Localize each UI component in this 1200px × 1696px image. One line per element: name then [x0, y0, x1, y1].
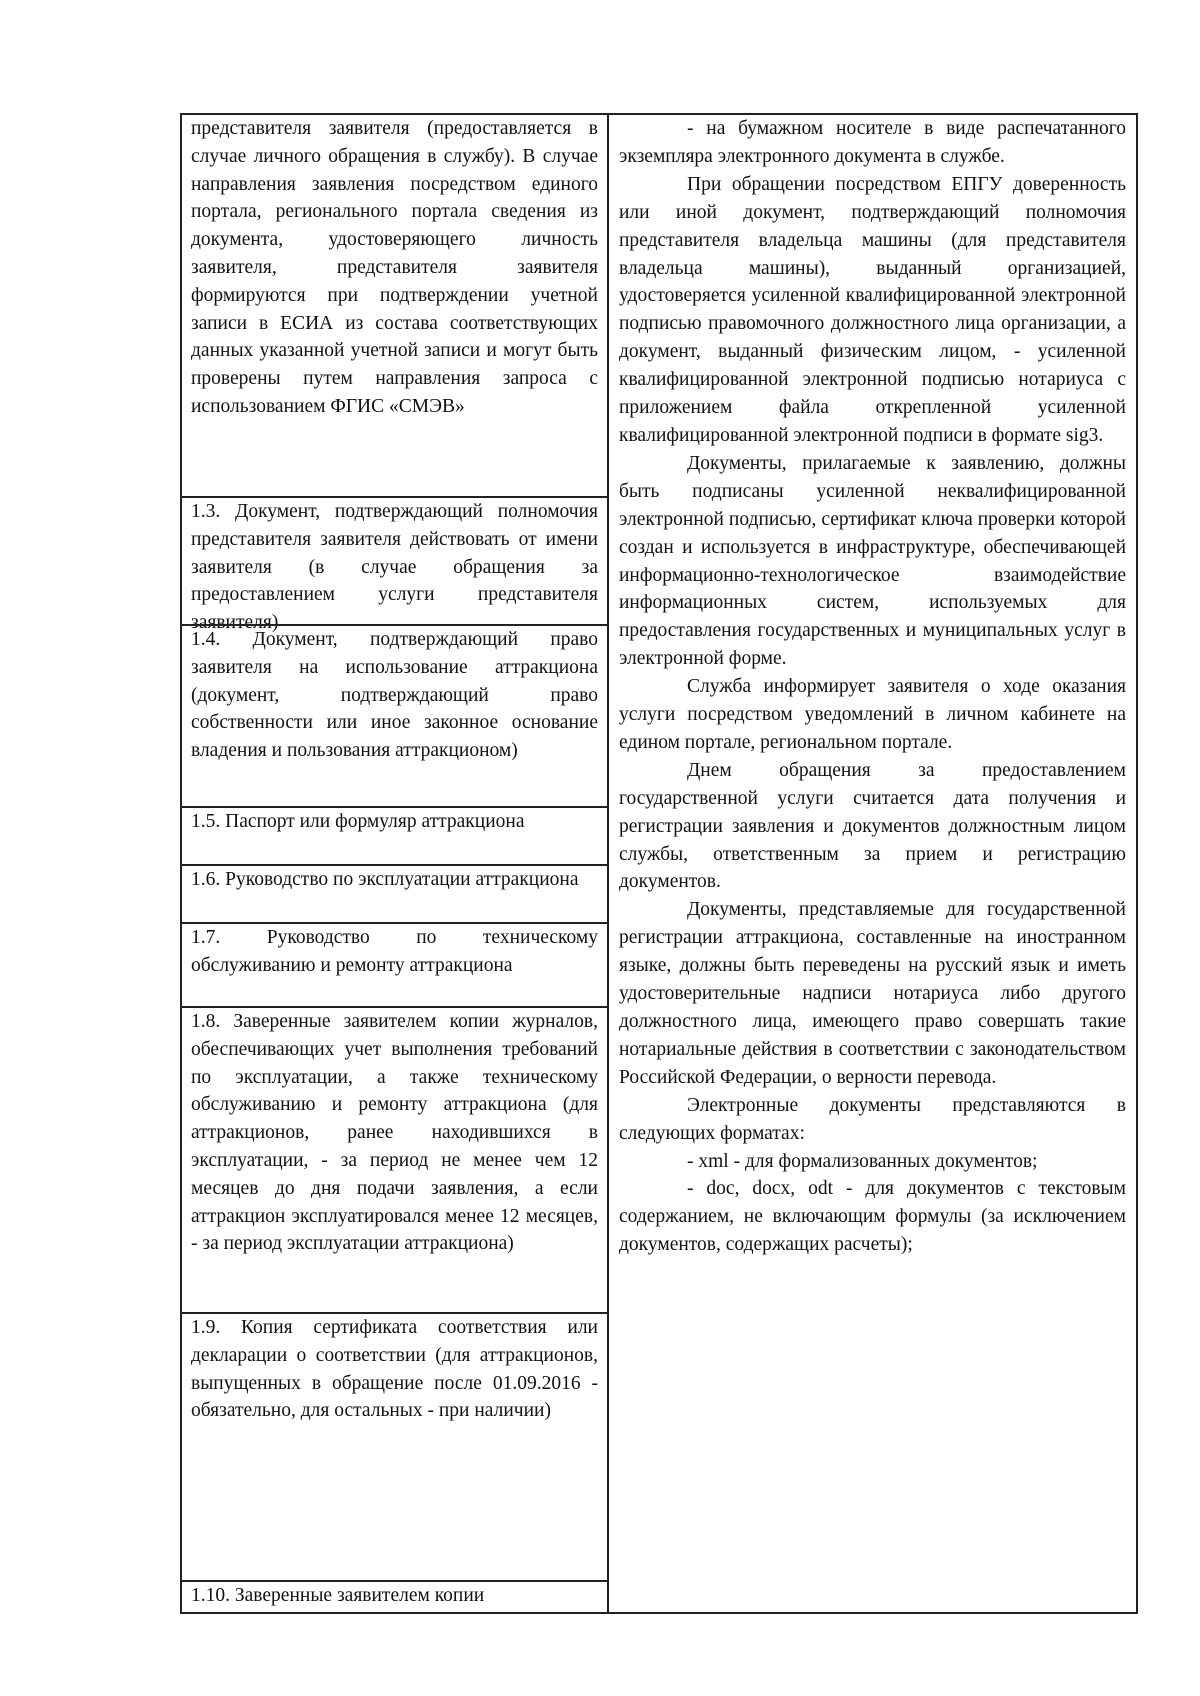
table-cell-1-9: 1.9. Копия сертификата соответствия или декларации о соответствии (для аттракционов, выпущенных в обращение после 01.09.2016 - обязательно, для остальных - при наличии) — [191, 1317, 598, 1422]
paragraph-format-doc: - doc, docx, odt - для документов с текстовым содержанием, не включающим формулы (за исключением документов, содержащих расчеты); — [619, 1178, 1126, 1256]
document-table — [180, 113, 1138, 1614]
table-cell-1-7: 1.7. Руководство по техническому обслуживанию и ремонту аттракциона — [191, 927, 598, 976]
left-column — [182, 115, 607, 1612]
paragraph-foreign-language: Документы, представляемые для государственной регистрации аттракциона, составленные на иностранном языке, должны быть переведены на русский язык и иметь удостоверительные надписи нотариуса либо другого должностного лица, имеющего право совершать такие нотариальные действия в соответствии с законодательством Российской Федерации, о верности перевода. — [619, 899, 1126, 1088]
table-cell-1-8: 1.8. Заверенные заявителем копии журналов, обеспечивающих учет выполнения требований по эксплуатации, а также техническому обслуживанию и ремонту аттракциона (для аттракционов, ранее находившихся в эксплуатации, - за период не менее чем 12 месяцев до дня подачи заявления, а если аттракцион эксплуатировался менее 12 месяцев, - за период эксплуатации аттракциона) — [191, 1011, 598, 1255]
table-cell-1-4: 1.4. Документ, подтверждающий право заявителя на использование аттракциона (документ, подтверждающий право собственности или иное законное основание владения и пользования аттракционом) — [191, 629, 598, 762]
paragraph-service-notifications: Служба информирует заявителя о ходе оказания услуги посредством уведомлений в личном кабинете на едином портале, региональном портале. — [619, 676, 1126, 753]
paragraph-format-xml: - xml - для формализованных документов; — [687, 1150, 1038, 1172]
right-column — [609, 115, 1136, 1259]
table-cell-1-6: 1.6. Руководство по эксплуатации аттракциона — [191, 869, 579, 890]
paragraph-document-signatures: Документы, прилагаемые к заявлению, должны быть подписаны усиленной неквалифицированной электронной подписью, сертификат ключа проверки которой создан и используется в инфраструктуре, обеспечивающей информационно-технологическое взаимодействие информационных систем, используемых для предоставления государственных и муниципальных услуг в электронной форме. — [619, 452, 1126, 670]
table-cell-1-3: 1.3. Документ, подтверждающий полномочия представителя заявителя действовать от имени заявителя (в случае обращения за предоставлением услуги представителя заявителя) — [191, 501, 598, 634]
paragraph-electronic-formats: Электронные документы представляются в следующих форматах: — [619, 1094, 1126, 1144]
table-cell-1-5: 1.5. Паспорт или формуляр аттракциона — [191, 811, 525, 832]
paragraph-paper-copy: - на бумажном носителе в виде распечатанного экземпляра электронного документа в службе. — [619, 118, 1126, 167]
paragraph-epgu-power-of-attorney: При обращении посредством ЕПГУ доверенность или иной документ, подтверждающий полномочия представителя владельца машины (для представителя владельца машины), выданный организацией, удостоверяется усиленной квалифицированной электронной подписью правомочного должностного лица организации, а документ, выданный физическим лицом, - усиленной квалифицированной электронной подписью нотариуса с приложением файла открепленной усиленной квалифицированной электронной подписи в формате sig3. — [619, 173, 1126, 446]
table-cell-applicant-identity: представителя заявителя (предоставляется в случае личного обращения в службу). В случае направления заявления посредством единого портала, регионального портала сведения из документа, удостоверяющего личность заявителя, представителя заявителя формируются при подтверждении учетной записи в ЕСИА из состава соответствующих данных указанной учетной записи и могут быть проверены путем направления запроса с использованием ФГИС «СМЭВ» — [191, 118, 598, 417]
table-cell-1-10: 1.10. Заверенные заявителем копии — [191, 1585, 485, 1606]
paragraph-application-date: Днем обращения за предоставлением государственной услуги считается дата получения и регистрации заявления и документов должностным лицом службы, ответственным за прием и регистрацию документов. — [619, 759, 1126, 893]
